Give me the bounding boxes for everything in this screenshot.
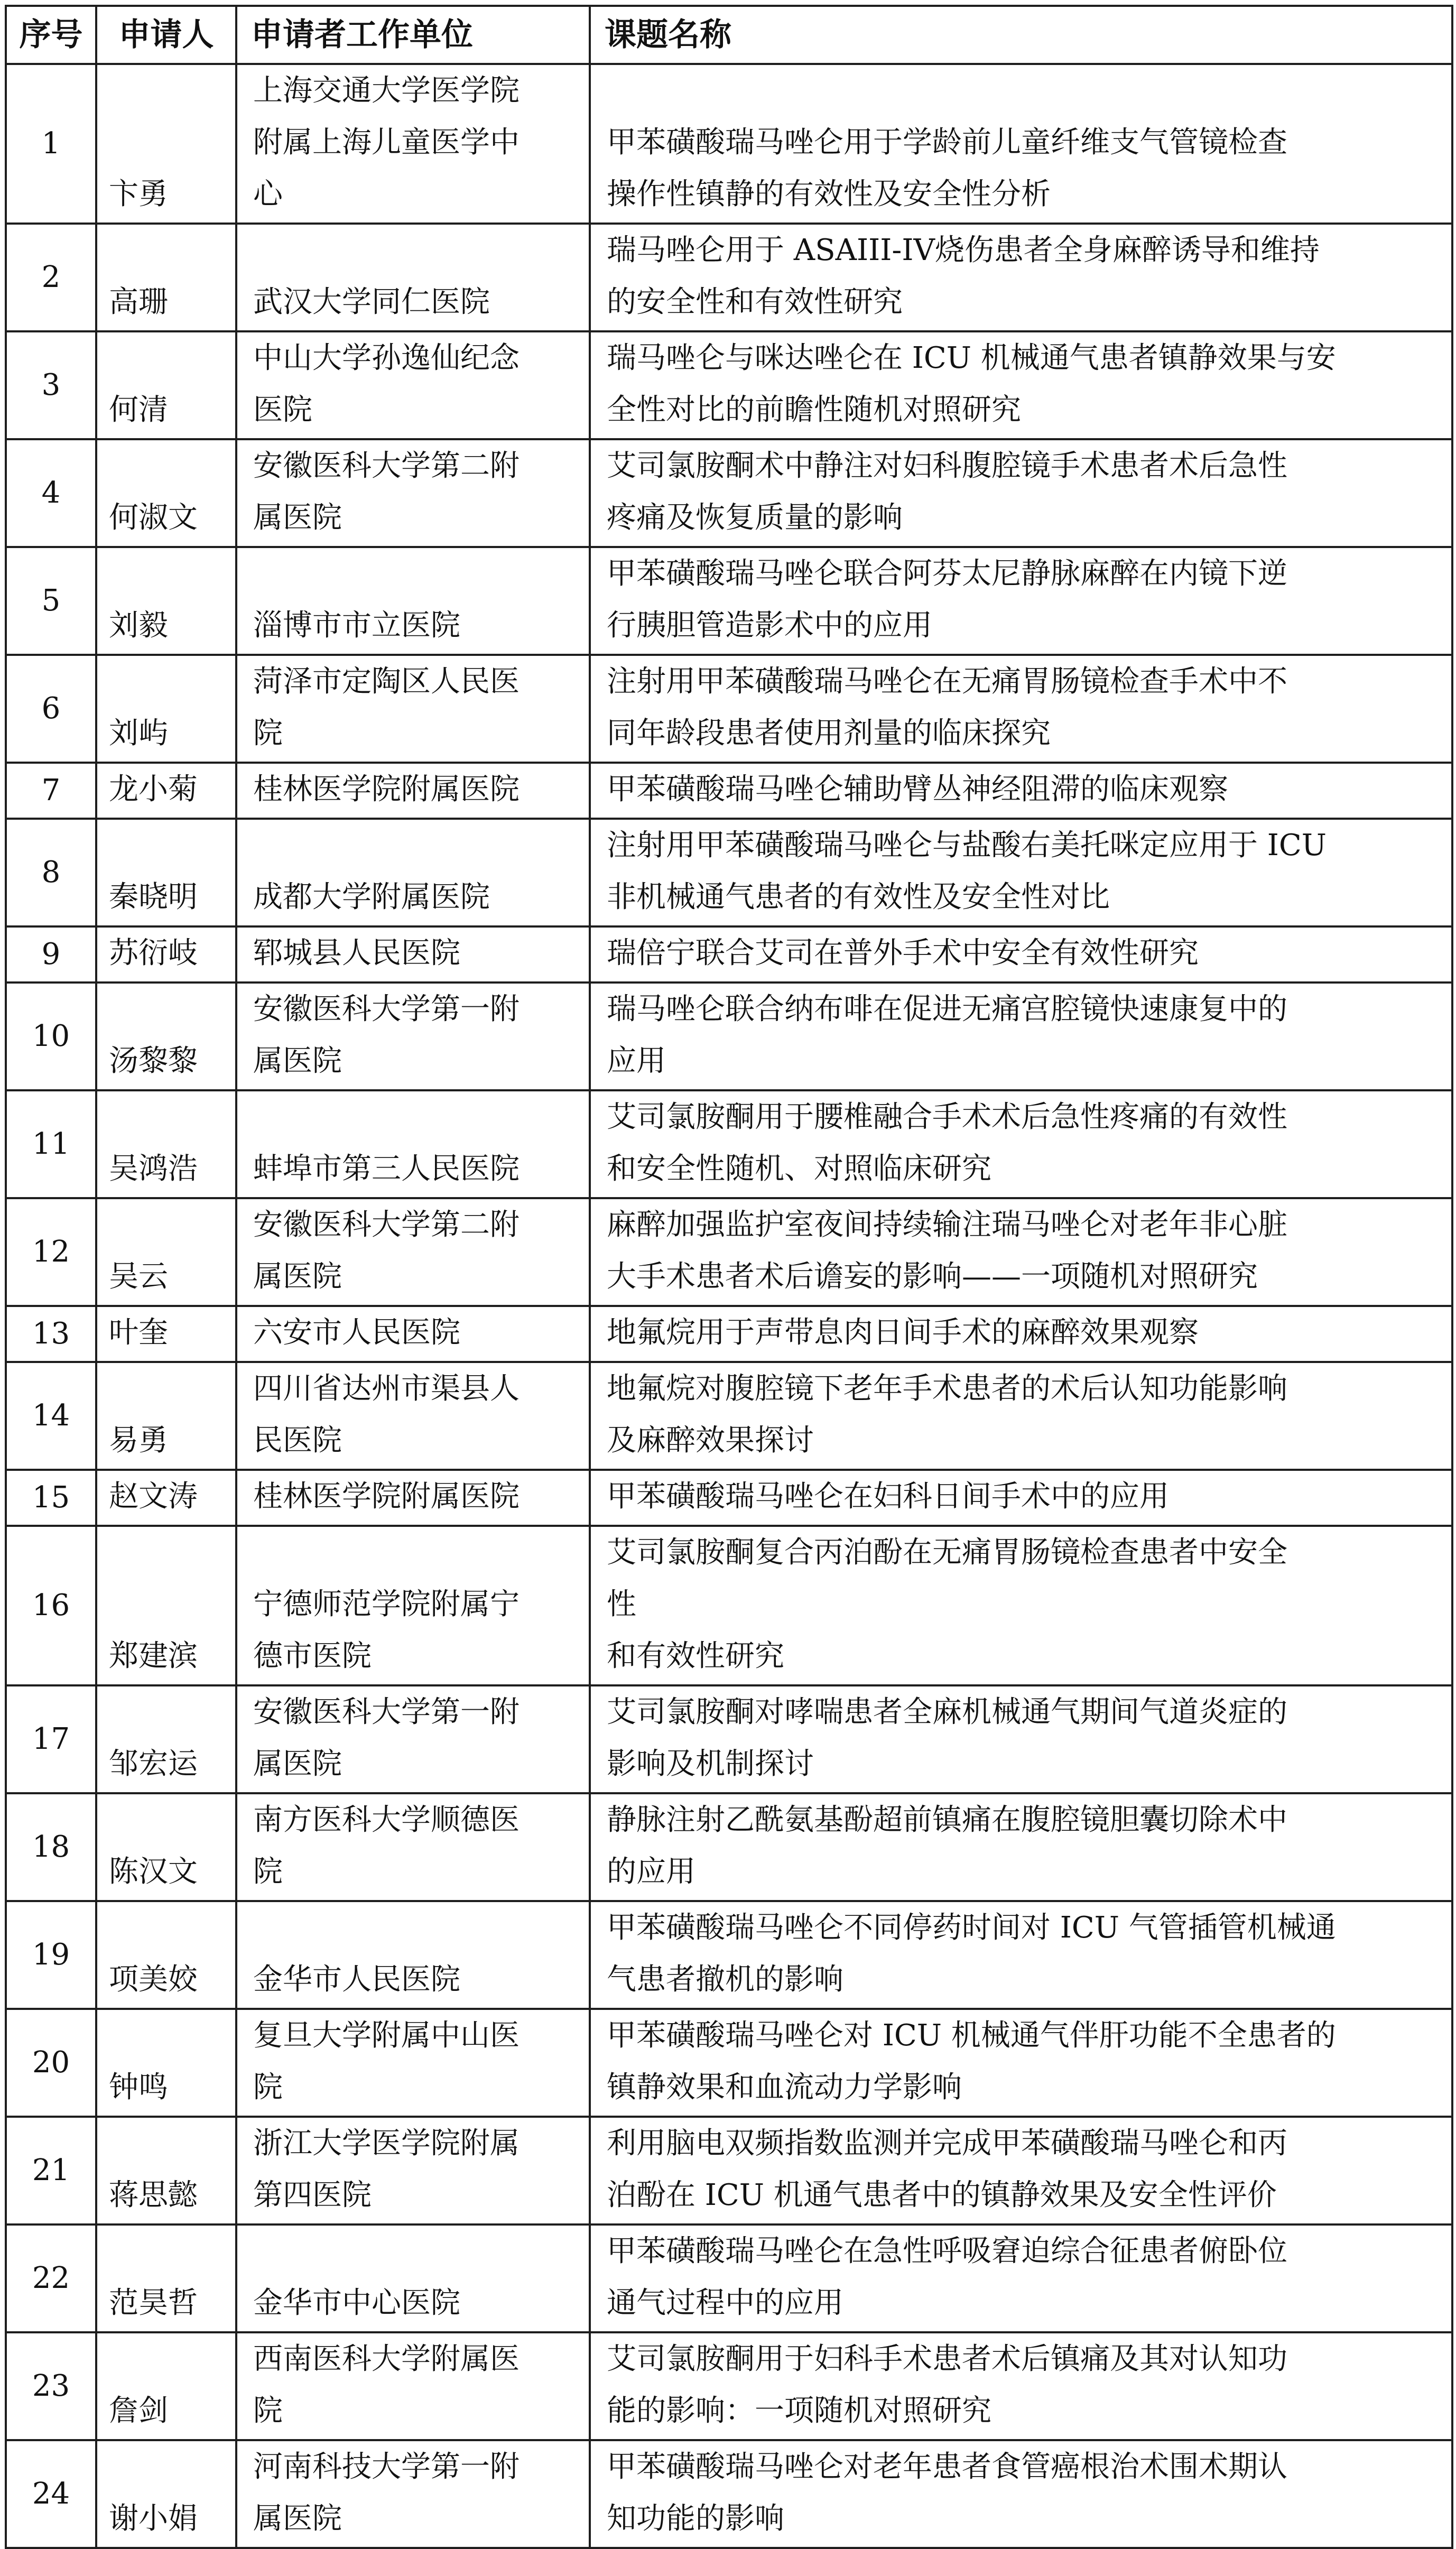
topic-title	[590, 2117, 1452, 2224]
row-number: 24	[6, 2440, 96, 2548]
applicant-organization	[236, 64, 590, 224]
row-number: 16	[6, 1526, 96, 1685]
applicant-organization-text: 桂林医学院附属医院	[253, 772, 520, 807]
row-number: 14	[6, 1362, 96, 1470]
topic-title-text: 甲苯磺酸瑞马唑仑辅助臂丛神经阻滞的临床观察	[607, 772, 1228, 807]
header-organization: 申请者工作单位	[236, 6, 590, 64]
applicant-name: 吴鸿浩	[96, 1090, 236, 1198]
topic-title	[590, 1793, 1452, 1901]
table-row	[6, 2117, 1452, 2224]
topic-title	[590, 926, 1452, 982]
applicant-organization-text: 金华市人民医院	[253, 1962, 460, 1997]
row-number: 13	[6, 1306, 96, 1362]
row-number: 2	[6, 224, 96, 331]
applicant-organization-text: 浙江大学医学院附属 第四医院	[253, 2126, 520, 2212]
applicant-organization	[236, 655, 590, 763]
table-row	[6, 982, 1452, 1090]
applicant-organization-text: 河南科技大学第一附 属医院	[253, 2450, 520, 2536]
table-row	[6, 763, 1452, 819]
applicant-name: 陈汉文	[96, 1793, 236, 1901]
topic-title-text: 甲苯磺酸瑞马唑仑联合阿芬太尼静脉麻醉在内镜下逆 行胰胆管造影术中的应用	[607, 557, 1287, 643]
applicant-organization	[236, 763, 590, 819]
applicant-organization-text: 六安市人民医院	[253, 1315, 460, 1350]
applicant-organization-text: 成都大学附属医院	[253, 880, 490, 914]
row-number: 17	[6, 1685, 96, 1793]
applicant-organization-text: 复旦大学附属中山医 院	[253, 2018, 520, 2105]
applicant-organization-text: 南方医科大学顺德医 院	[253, 1803, 520, 1889]
applicant-organization	[236, 2009, 590, 2117]
row-number: 15	[6, 1470, 96, 1526]
topic-title-text: 艾司氯胺酮对哮喘患者全麻机械通气期间气道炎症的 影响及机制探讨	[607, 1695, 1287, 1781]
table-row	[6, 2009, 1452, 2117]
applicant-name: 易勇	[96, 1362, 236, 1470]
document-page	[5, 5, 1451, 2536]
table-row	[6, 1793, 1452, 1901]
row-number: 6	[6, 655, 96, 763]
applicant-name: 钟鸣	[96, 2009, 236, 2117]
table-row	[6, 655, 1452, 763]
applicant-organization	[236, 2117, 590, 2224]
topic-title	[590, 1362, 1452, 1470]
row-number: 21	[6, 2117, 96, 2224]
topic-title-text: 艾司氯胺酮用于腰椎融合手术术后急性疼痛的有效性 和安全性随机、对照临床研究	[607, 1100, 1287, 1186]
topic-title	[590, 1685, 1452, 1793]
topic-title	[590, 763, 1452, 819]
topic-title-text: 地氟烷用于声带息肉日间手术的麻醉效果观察	[607, 1315, 1199, 1350]
row-number: 10	[6, 982, 96, 1090]
applicant-organization-text: 安徽医科大学第一附 属医院	[253, 992, 520, 1078]
applicant-organization	[236, 926, 590, 982]
topic-title-text: 地氟烷对腹腔镜下老年手术患者的术后认知功能影响 及麻醉效果探讨	[607, 1371, 1287, 1458]
topic-title-text: 艾司氯胺酮复合丙泊酚在无痛胃肠镜检查患者中安全 性 和有效性研究	[607, 1535, 1287, 1673]
applicant-name: 刘毅	[96, 547, 236, 655]
table-row	[6, 2224, 1452, 2332]
applicant-name: 郑建滨	[96, 1526, 236, 1685]
applicant-name: 秦晓明	[96, 819, 236, 926]
topic-title-text: 静脉注射乙酰氨基酚超前镇痛在腹腔镜胆囊切除术中 的应用	[607, 1803, 1287, 1889]
row-number: 11	[6, 1090, 96, 1198]
applicant-organization	[236, 819, 590, 926]
topic-title	[590, 1090, 1452, 1198]
table-row	[6, 64, 1452, 224]
applicant-name: 詹剑	[96, 2332, 236, 2440]
topic-title-text: 甲苯磺酸瑞马唑仑在急性呼吸窘迫综合征患者俯卧位 通气过程中的应用	[607, 2234, 1287, 2320]
row-number: 20	[6, 2009, 96, 2117]
applicant-organization	[236, 224, 590, 331]
topic-title	[590, 1198, 1452, 1306]
table-row	[6, 1362, 1452, 1470]
applicant-organization-text: 蚌埠市第三人民医院	[253, 1152, 520, 1186]
applicant-name: 项美姣	[96, 1901, 236, 2009]
table-row	[6, 2440, 1452, 2548]
row-number: 12	[6, 1198, 96, 1306]
table-row	[6, 1090, 1452, 1198]
topic-title	[590, 2440, 1452, 2548]
row-number: 8	[6, 819, 96, 926]
table-body	[6, 64, 1452, 2548]
topic-title	[590, 1901, 1452, 2009]
applicant-organization	[236, 1793, 590, 1901]
applicant-organization-text: 桂林医学院附属医院	[253, 1479, 520, 1514]
table-row	[6, 2332, 1452, 2440]
applicant-name: 汤黎黎	[96, 982, 236, 1090]
topic-title	[590, 819, 1452, 926]
topic-title-text: 艾司氯胺酮术中静注对妇科腹腔镜手术患者术后急性 疼痛及恢复质量的影响	[607, 449, 1287, 535]
topic-title	[590, 2224, 1452, 2332]
applicant-organization-text: 中山大学孙逸仙纪念 医院	[253, 341, 520, 427]
header-row	[6, 6, 1452, 64]
applicant-organization	[236, 1685, 590, 1793]
applicant-organization	[236, 547, 590, 655]
topic-title	[590, 1306, 1452, 1362]
topic-title-text: 麻醉加强监护室夜间持续输注瑞马唑仑对老年非心脏 大手术患者术后谵妄的影响——一项随机对照研究	[607, 1208, 1287, 1294]
row-number: 18	[6, 1793, 96, 1901]
topic-title-text: 甲苯磺酸瑞马唑仑在妇科日间手术中的应用	[607, 1479, 1169, 1514]
applicant-name: 范昊哲	[96, 2224, 236, 2332]
topic-title-text: 甲苯磺酸瑞马唑仑不同停药时间对 ICU 气管插管机械通 气患者撤机的影响	[607, 1911, 1336, 1997]
applicant-name: 卞勇	[96, 64, 236, 224]
applicant-name: 蒋思懿	[96, 2117, 236, 2224]
applicant-name: 高珊	[96, 224, 236, 331]
applicant-organization-text: 宁德师范学院附属宁 德市医院	[253, 1587, 520, 1673]
topic-title	[590, 2332, 1452, 2440]
topic-title-text: 瑞马唑仑与咪达唑仑在 ICU 机械通气患者镇静效果与安 全性对比的前瞻性随机对照研究	[607, 341, 1336, 427]
applicant-organization	[236, 2440, 590, 2548]
topic-title	[590, 547, 1452, 655]
applicant-organization-text: 安徽医科大学第二附 属医院	[253, 449, 520, 535]
topic-title-text: 甲苯磺酸瑞马唑仑对老年患者食管癌根治术围术期认 知功能的影响	[607, 2450, 1287, 2536]
applicant-name: 叶奎	[96, 1306, 236, 1362]
topic-title	[590, 331, 1452, 439]
applicant-organization	[236, 1526, 590, 1685]
table-row	[6, 224, 1452, 331]
header-applicant: 申请人	[96, 6, 236, 64]
topic-title-text: 注射用甲苯磺酸瑞马唑仑在无痛胃肠镜检查手术中不 同年龄段患者使用剂量的临床探究	[607, 664, 1287, 750]
topic-title	[590, 982, 1452, 1090]
table-row	[6, 1470, 1452, 1526]
topic-title	[590, 1526, 1452, 1685]
row-number: 7	[6, 763, 96, 819]
applicant-organization	[236, 2224, 590, 2332]
row-number: 5	[6, 547, 96, 655]
applicant-organization	[236, 2332, 590, 2440]
applicant-organization-text: 西南医科大学附属医 院	[253, 2342, 520, 2428]
applicant-name: 龙小菊	[96, 763, 236, 819]
applicant-name: 何清	[96, 331, 236, 439]
table-row	[6, 1685, 1452, 1793]
applicant-organization-text: 安徽医科大学第二附 属医院	[253, 1208, 520, 1294]
topic-title	[590, 1470, 1452, 1526]
topic-title-text: 甲苯磺酸瑞马唑仑对 ICU 机械通气伴肝功能不全患者的 镇静效果和血流动力学影响	[607, 2018, 1336, 2105]
applicant-name: 谢小娟	[96, 2440, 236, 2548]
applicant-organization	[236, 1901, 590, 2009]
applicant-organization-text: 郓城县人民医院	[253, 936, 460, 970]
applicant-name: 何淑文	[96, 439, 236, 547]
table-row	[6, 1901, 1452, 2009]
topic-title-text: 瑞马唑仑用于 ASAIII-IV烧伤患者全身麻醉诱导和维持 的安全性和有效性研究	[607, 233, 1320, 319]
applicant-organization-text: 金华市中心医院	[253, 2286, 460, 2320]
row-number: 22	[6, 2224, 96, 2332]
applicant-name: 苏衍岐	[96, 926, 236, 982]
applicant-name: 邹宏运	[96, 1685, 236, 1793]
table-row	[6, 819, 1452, 926]
row-number: 3	[6, 331, 96, 439]
topic-title-text: 瑞马唑仑联合纳布啡在促进无痛宫腔镜快速康复中的 应用	[607, 992, 1287, 1078]
applicant-organization	[236, 982, 590, 1090]
table-row	[6, 439, 1452, 547]
row-number: 19	[6, 1901, 96, 2009]
header-no: 序号	[6, 6, 96, 64]
table-row	[6, 926, 1452, 982]
table-row	[6, 1306, 1452, 1362]
topic-title-text: 注射用甲苯磺酸瑞马唑仑与盐酸右美托咪定应用于 ICU 非机械通气患者的有效性及安全性对比	[607, 828, 1327, 914]
applicant-organization-text: 安徽医科大学第一附 属医院	[253, 1695, 520, 1781]
table-row	[6, 547, 1452, 655]
applicant-organization-text: 上海交通大学医学院 附属上海儿童医学中 心	[253, 73, 520, 211]
applicant-organization-text: 武汉大学同仁医院	[253, 285, 490, 319]
applicant-organization	[236, 1306, 590, 1362]
topic-title-text: 利用脑电双频指数监测并完成甲苯磺酸瑞马唑仑和丙 泊酚在 ICU 机通气患者中的镇静效果及安全性评价	[607, 2126, 1287, 2212]
applicant-organization	[236, 439, 590, 547]
topic-title	[590, 64, 1452, 224]
applicant-organization	[236, 331, 590, 439]
table-row	[6, 1198, 1452, 1306]
row-number: 9	[6, 926, 96, 982]
topic-title	[590, 439, 1452, 547]
topic-title	[590, 224, 1452, 331]
applicant-organization	[236, 1362, 590, 1470]
applicant-organization-text: 淄博市市立医院	[253, 608, 460, 643]
applicant-organization	[236, 1470, 590, 1526]
topic-title	[590, 655, 1452, 763]
applicant-table	[5, 5, 1453, 2549]
applicant-organization	[236, 1090, 590, 1198]
table-row	[6, 1526, 1452, 1685]
topic-title	[590, 2009, 1452, 2117]
header-topic: 课题名称	[590, 6, 1452, 64]
applicant-organization-text: 四川省达州市渠县人 民医院	[253, 1371, 520, 1458]
row-number: 23	[6, 2332, 96, 2440]
table-row	[6, 331, 1452, 439]
applicant-organization-text: 菏泽市定陶区人民医 院	[253, 664, 520, 750]
applicant-name: 刘屿	[96, 655, 236, 763]
applicant-organization	[236, 1198, 590, 1306]
row-number: 4	[6, 439, 96, 547]
row-number: 1	[6, 64, 96, 224]
topic-title-text: 甲苯磺酸瑞马唑仑用于学龄前儿童纤维支气管镜检查 操作性镇静的有效性及安全性分析	[607, 125, 1287, 211]
applicant-name: 吴云	[96, 1198, 236, 1306]
topic-title-text: 艾司氯胺酮用于妇科手术患者术后镇痛及其对认知功 能的影响：一项随机对照研究	[607, 2342, 1287, 2428]
topic-title-text: 瑞倍宁联合艾司在普外手术中安全有效性研究	[607, 936, 1199, 970]
applicant-name: 赵文涛	[96, 1470, 236, 1526]
